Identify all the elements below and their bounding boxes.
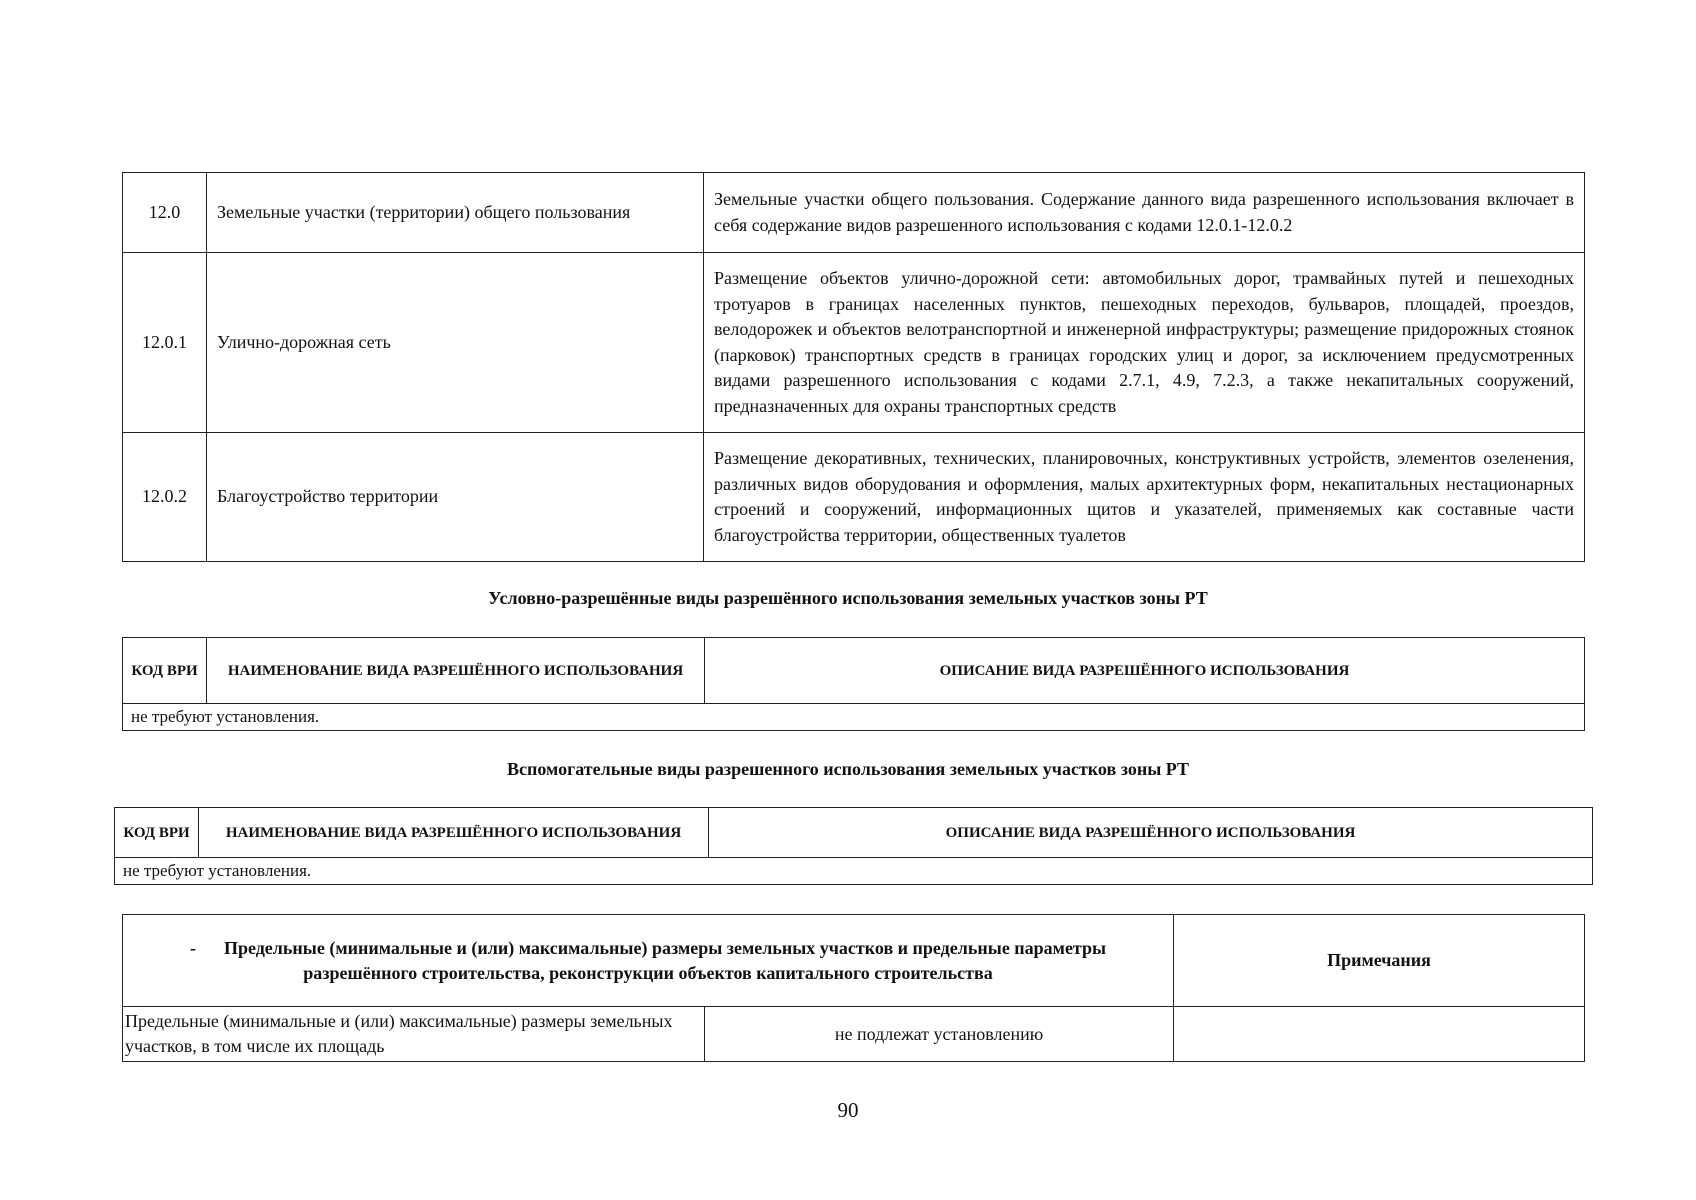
row-code: 12.0 <box>123 173 207 253</box>
conditional-section-title: Условно-разрешённые виды разрешённого использования земельных участков зоны РТ <box>488 588 1208 608</box>
limits-table <box>122 914 1585 1062</box>
auxiliary-uses-table <box>114 807 1593 885</box>
column-header-name: НАИМЕНОВАНИЕ ВИДА РАЗРЕШЁННОГО ИСПОЛЬЗОВАНИЯ <box>199 808 709 858</box>
limits-header-text: Предельные (минимальные и (или) максимальные) размеры земельных участков и предельные параметры разрешённого строительства, реконструкции объектов капитального строительства <box>223 937 1107 983</box>
row-description: Размещение декоративных, технических, планировочных, конструктивных устройств, элементов озеленения, различных видов оборудования и оформления, малых архитектурных форм, некапитальных нестационарных строений и сооружений, информационных щитов и указателей, применяемых как составные части благоустройства территории, общественных туалетов <box>704 433 1585 562</box>
list-dash: - <box>189 937 196 958</box>
conditional-note: не требуют установления. <box>123 704 1585 731</box>
column-header-description: ОПИСАНИЕ ВИДА РАЗРЕШЁННОГО ИСПОЛЬЗОВАНИЯ <box>705 638 1585 704</box>
table-header-row <box>123 915 1585 1007</box>
row-description: Размещение объектов улично-дорожной сети: автомобильных дорог, трамвайных путей и пешеходных тротуаров в границах населенных пунктов, пешеходных переходов, бульваров, площадей, проездов, велодорожек и объектов велотранспортной и инженерной инфраструктуры; размещение придорожных стоянок (парковок) транспортных средств в границах городских улиц и дорог, за исключением предусмотренных видами разрешенного использования с кодами 2.7.1, 4.9, 7.2.3, а также некапитальных сооружений, предназначенных для охраны транспортных средств <box>704 253 1585 433</box>
limits-note <box>1174 1007 1585 1062</box>
table-row <box>123 704 1585 731</box>
row-code: 12.0.1 <box>123 253 207 433</box>
table-header-row <box>123 638 1585 704</box>
row-name: Земельные участки (территории) общего пользования <box>207 173 704 253</box>
table-row <box>123 433 1585 562</box>
limits-header <box>123 915 1174 1007</box>
row-name: Улично-дорожная сеть <box>207 253 704 433</box>
limits-parameter: Предельные (минимальные и (или) максимальные) размеры земельных участков, в том числе их площадь <box>123 1007 705 1062</box>
column-header-code: КОД ВРИ <box>115 808 199 858</box>
notes-header: Примечания <box>1174 915 1585 1007</box>
row-description: Земельные участки общего пользования. Содержание данного вида разрешенного использования включает в себя содержание видов разрешенного использования с кодами 12.0.1-12.0.2 <box>704 173 1585 253</box>
table-row <box>115 858 1593 885</box>
column-header-code: КОД ВРИ <box>123 638 207 704</box>
table-row <box>123 253 1585 433</box>
auxiliary-note: не требуют установления. <box>115 858 1593 885</box>
table-row <box>123 1007 1585 1062</box>
auxiliary-section-title: Вспомогательные виды разрешенного использования земельных участков зоны РТ <box>507 759 1189 779</box>
conditional-uses-table <box>122 637 1585 731</box>
row-name: Благоустройство территории <box>207 433 704 562</box>
column-header-name: НАИМЕНОВАНИЕ ВИДА РАЗРЕШЁННОГО ИСПОЛЬЗОВАНИЯ <box>207 638 705 704</box>
land-use-types-table <box>122 172 1585 562</box>
table-row <box>123 173 1585 253</box>
row-code: 12.0.2 <box>123 433 207 562</box>
table-header-row <box>115 808 1593 858</box>
page-number: 90 <box>837 1098 859 1122</box>
column-header-description: ОПИСАНИЕ ВИДА РАЗРЕШЁННОГО ИСПОЛЬЗОВАНИЯ <box>709 808 1593 858</box>
limits-value: не подлежат установлению <box>705 1007 1174 1062</box>
